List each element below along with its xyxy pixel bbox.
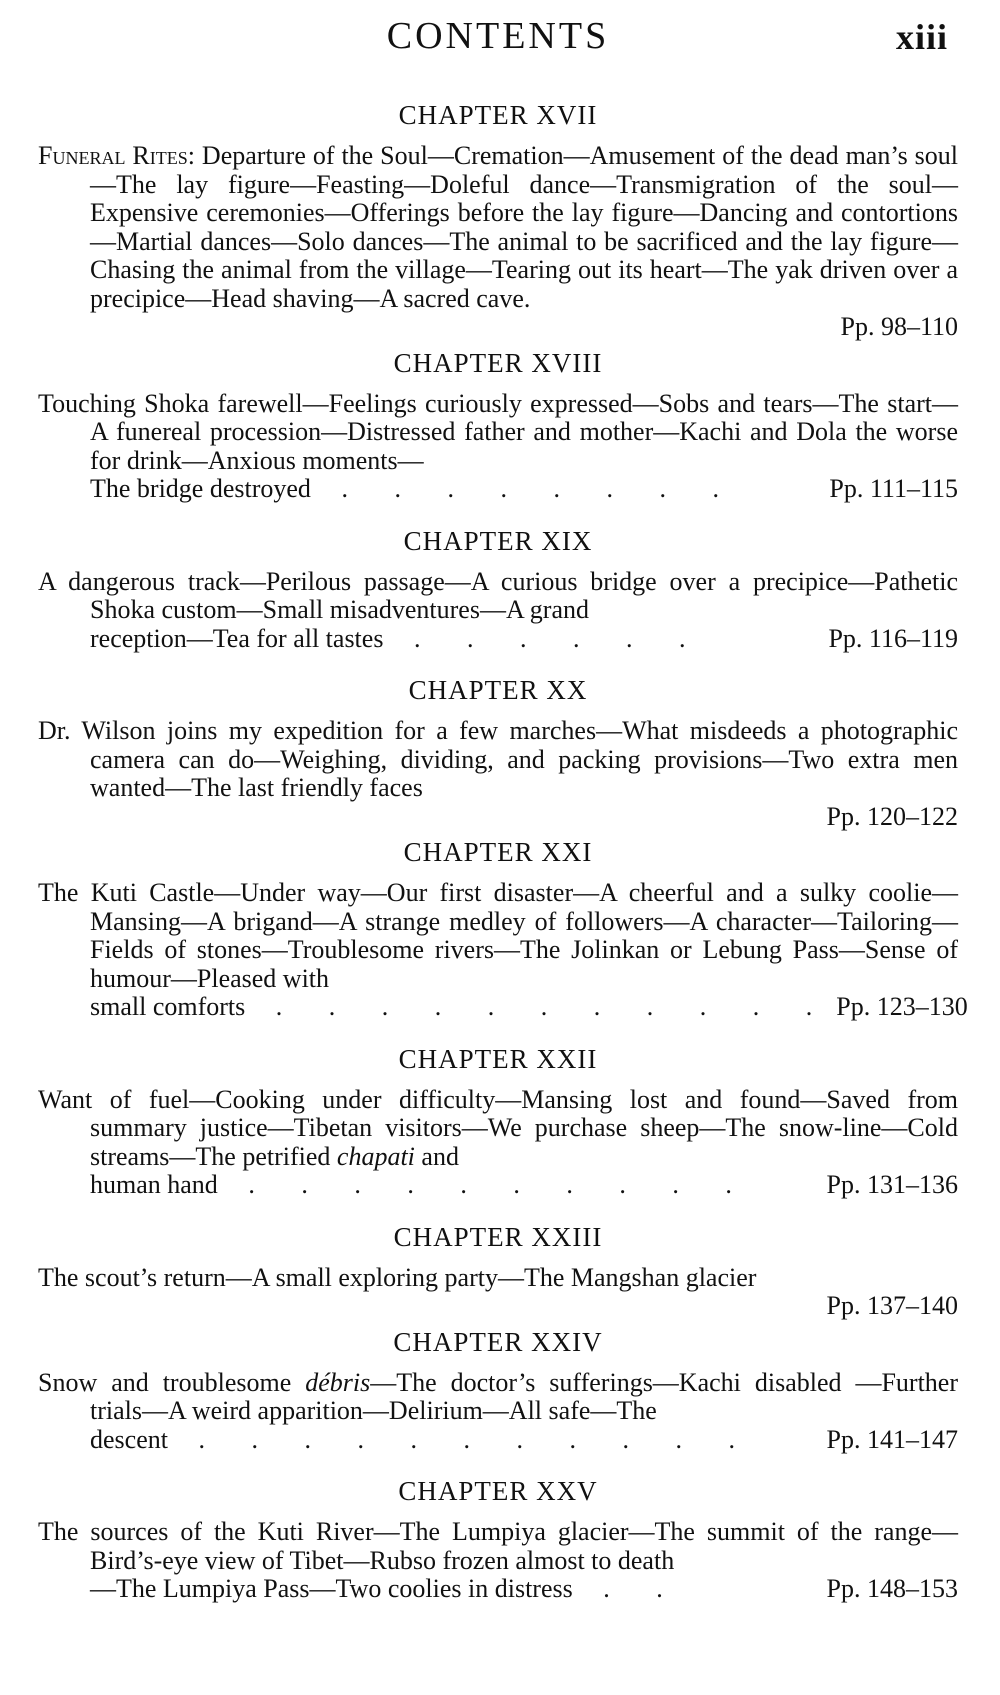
chapter-summary: The sources of the Kuti River—The Lumpiya glacier—The summit of the range—Bird’s-eye view of Tibet—Rubso frozen almost to death bbox=[38, 1517, 958, 1575]
chapter-summary-text: : Departure of the Soul—Cremation—Amusement of the dead man’s soul—The lay figure—Feasting—Doleful dance—Transmigration of the soul—Expensive ceremonies—Offerings before the lay figure—Dancing and contortions—Martial dances—Solo dances—The animal to be sacrificed and the lay figure—Chasing the animal from the village—Tearing out its heart—The yak driven over a precipice—Head shaving—A sacred cave. bbox=[90, 141, 958, 313]
leader-dots: . . . . . . . . . . . bbox=[249, 992, 833, 1021]
chapter-entry bbox=[38, 837, 968, 1022]
chapter-tail-text: reception—Tea for all tastes bbox=[90, 623, 384, 653]
chapter-heading: CHAPTER XXI bbox=[403, 837, 593, 867]
chapter-tail-line bbox=[38, 475, 958, 504]
chapter-tail-text: descent bbox=[90, 1424, 168, 1454]
chapter-heading: CHAPTER XXV bbox=[398, 1476, 598, 1506]
chapter-summary-text: Want of fuel—Cooking under difficulty—Mansing lost and found—Saved from summary justice—Tibetan visitors—We purchase sheep—The snow-line—Cold streams—The petrified bbox=[38, 1084, 958, 1171]
chapter-summary bbox=[38, 1369, 958, 1426]
chapter-tail-text: —The Lumpiya Pass—Two coolies in distress bbox=[90, 1574, 573, 1603]
chapter-summary: A dangerous track—Perilous passage—A curious bridge over a precipice—Pathetic Shoka custom—Small misadventures—A grand bbox=[38, 566, 958, 624]
chapter-heading: CHAPTER XVIII bbox=[393, 347, 603, 378]
leader-dots: . . bbox=[576, 1574, 683, 1603]
chapter-heading: CHAPTER XXIV bbox=[393, 1326, 603, 1357]
chapter-heading: CHAPTER XXII bbox=[398, 1043, 598, 1074]
chapter-entry bbox=[38, 675, 958, 831]
leader-dots: . . . . . . . . bbox=[314, 474, 739, 503]
contents-page bbox=[38, 0, 968, 1604]
chapter-tail-line bbox=[38, 1171, 958, 1200]
chapter-entry bbox=[38, 1044, 958, 1200]
chapter-pages: Pp. 141–147 bbox=[826, 1424, 958, 1454]
chapter-summary-text: —The doctor’s sufferings—Kachi disabled —Further trials—A weird apparition—Delirium—All safe—The bbox=[90, 1367, 959, 1425]
chapter-summary-text: and bbox=[414, 1141, 459, 1171]
chapter-entry bbox=[38, 526, 958, 654]
chapter-summary-text: Snow and troublesome bbox=[38, 1367, 306, 1397]
leader-dots: . . . . . . . . . . bbox=[221, 1170, 752, 1199]
chapter-tail-line bbox=[38, 992, 968, 1022]
leader-dots: . . . . . . bbox=[387, 623, 706, 653]
chapter-tail-line bbox=[38, 625, 958, 654]
chapter-heading: CHAPTER XIX bbox=[403, 525, 593, 556]
chapter-summary bbox=[38, 142, 958, 313]
chapter-heading: CHAPTER XXIII bbox=[393, 1221, 603, 1252]
chapter-pages: Pp. 131–136 bbox=[826, 1170, 958, 1199]
chapter-pages: Pp. 137–140 bbox=[826, 1291, 958, 1320]
chapter-entry bbox=[38, 1476, 958, 1604]
chapter-summary-italic: débris bbox=[305, 1367, 371, 1397]
leader-dots: . . . . . . . . . . . bbox=[171, 1424, 755, 1454]
chapter-tail-line bbox=[38, 1426, 958, 1455]
chapter-pages: Pp. 148–153 bbox=[826, 1574, 958, 1603]
chapter-entry bbox=[38, 1327, 958, 1455]
chapter-pages: Pp. 98–110 bbox=[840, 312, 958, 341]
chapter-heading: CHAPTER XX bbox=[408, 675, 588, 705]
page-number: xiii bbox=[895, 17, 948, 57]
chapter-summary bbox=[38, 1086, 958, 1172]
chapter-heading: CHAPTER XVII bbox=[398, 100, 598, 130]
chapter-entry bbox=[38, 1222, 958, 1321]
chapter-summary: The Kuti Castle—Under way—Our first disaster—A cheerful and a sulky coolie—Mansing—A brigand—A strange medley of followers—A character—Tailoring—Fields of stones—Troublesome rivers—The Jolinkan or Lebung Pass—Sense of humour—Pleased with bbox=[38, 878, 958, 993]
chapter-entry bbox=[38, 100, 958, 342]
chapter-pages: Pp. 111–115 bbox=[829, 474, 958, 503]
chapter-pages: Pp. 123–130 bbox=[836, 992, 968, 1021]
page-header bbox=[38, 0, 958, 70]
chapter-summary: Touching Shoka farewell—Feelings curiously expressed—Sobs and tears—The start—A funereal procession—Distressed father and mother—Kachi and Dola the worse for drink—Anxious moments— bbox=[38, 388, 958, 475]
chapter-summary: The scout’s return—A small exploring party—The Mangshan glacier bbox=[38, 1262, 757, 1292]
chapter-tail-text: The bridge destroyed bbox=[90, 474, 311, 503]
chapter-lead: Funeral Rites bbox=[38, 141, 188, 170]
chapter-summary-italic: chapati bbox=[336, 1141, 415, 1171]
chapter-pages: Pp. 116–119 bbox=[828, 623, 958, 653]
chapter-summary: Dr. Wilson joins my expedition for a few marches—What misdeeds a photographic camera can do—Weighing, dividing, and packing provisions—Two extra men wanted—The last friendly faces bbox=[38, 716, 958, 802]
chapter-pages: Pp. 120–122 bbox=[826, 801, 958, 831]
chapter-tail-line bbox=[38, 1575, 958, 1604]
chapter-tail-text: human hand bbox=[90, 1170, 218, 1199]
page-title: CONTENTS bbox=[386, 15, 610, 57]
chapter-entry bbox=[38, 348, 958, 504]
chapter-tail-text: small comforts bbox=[90, 992, 246, 1021]
